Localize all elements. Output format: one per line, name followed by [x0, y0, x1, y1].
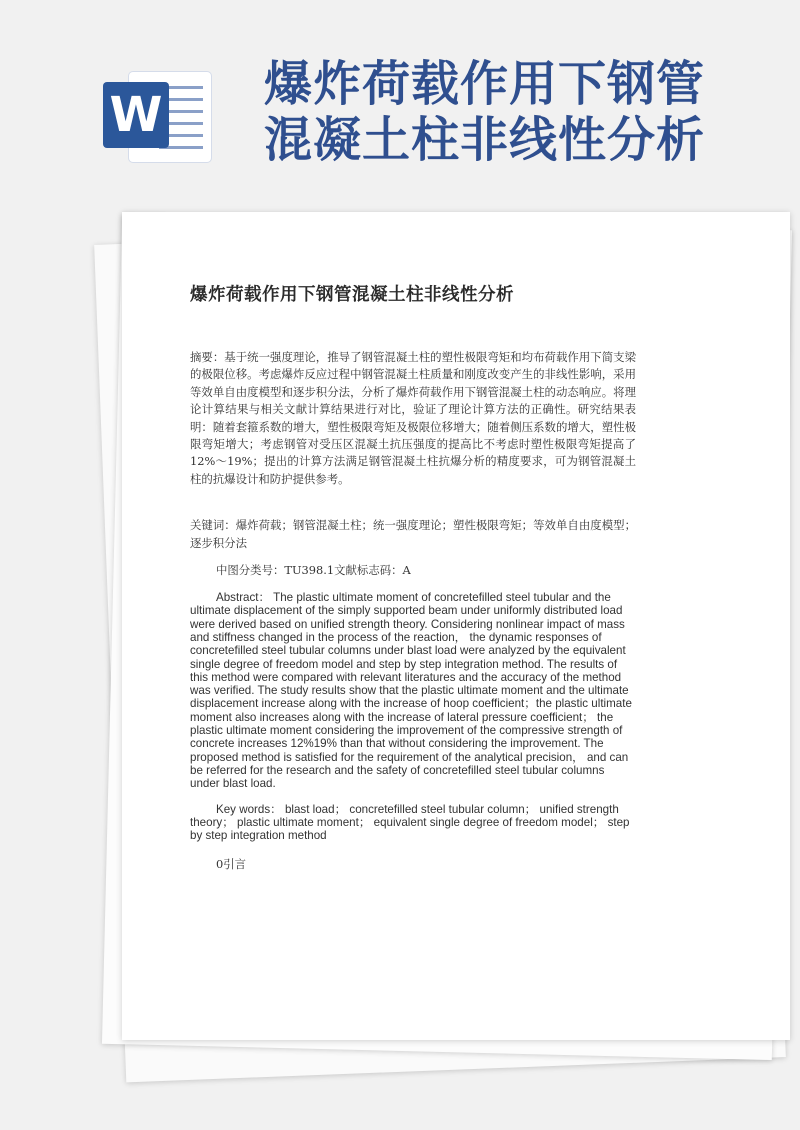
classification-line: 中图分类号：TU398.1文献标志码：A [216, 563, 411, 578]
abstract-chinese: 摘要：基于统一强度理论，推导了钢管混凝土柱的塑性极限弯矩和均布荷载作用下简支梁的极限位移。考虑爆炸反应过程中钢管混凝土柱质量和刚度改变产生的非线性影响，采用等效单自由度模型和逐步积分法，分析了爆炸荷载作用下钢管混凝土柱的动态响应。将理论计算结果与相关文献计算结果进行对比，验证了理论计算方法的正确性。研究结果表明：随着套箍系数的增大，塑性极限弯矩及极限位移增大；随着侧压系数的增大，塑性极限弯矩增大；考虑钢管对受压区混凝土抗压强度的提高比不考虑时塑性极限弯矩提高了12%～19%；提出的计算方法满足钢管混凝土柱抗爆分析的精度要求，可为钢管混凝土柱的抗爆设计和防护提供参考。 [190, 350, 636, 486]
keywords-english-text: blast load； concretefilled steel tubular column； unified strength theory； plastic ultimate moment； equivalent single degree of freedom model； step by step integration method [190, 802, 630, 843]
word-document-icon [103, 68, 215, 164]
keywords-english [190, 803, 636, 843]
document-title: 爆炸荷载作用下钢管混凝土柱非线性分析 [190, 285, 514, 305]
abstract-english [190, 591, 636, 790]
word-badge [103, 82, 169, 148]
abstract-english-text: The plastic ultimate moment of concretefilled steel tubular and the ultimate displacement of the simply supported beam under uniformly distributed load were derived based on unified strength theory. Considering nonlinear impact of mass and stiffness changed in the process of the reaction， the dynamic responses of concretefilled steel tubular columns under blast load were analyzed by the equivalent single degree of freedom model and step by step integration method. The results of this method were compared with relevant literatures and the accuracy of the method was verified. The study results show that the plastic ultimate moment and the ultimate displacement increase along with the increase of hoop coefficient；the plastic ultimate moment also increases along with the increase of lateral pressure coefficient； the plastic ultimate moment considering the improvement of the compressive strength of concrete increases 12%19% than that without considering the improvement. The proposed method is satisfied for the requirement of the analytical precision， and can be referred for the research and the safety of concretefilled steel tubular columns under blast load. [190, 591, 632, 791]
banner-title: 爆炸荷载作用下钢管混凝土柱非线性分析 [264, 56, 706, 168]
banner-header [0, 0, 800, 200]
keywords-english-lead: Key words： [216, 802, 282, 816]
word-letter: W [109, 87, 163, 143]
introduction-heading: 0引言 [216, 857, 247, 872]
document-body [190, 282, 636, 873]
keywords-chinese: 关键词：爆炸荷载；钢管混凝土柱；统一强度理论；塑性极限弯矩；等效单自由度模型；逐步积分法 [190, 518, 636, 550]
abstract-english-lead: Abstract： [216, 591, 271, 605]
